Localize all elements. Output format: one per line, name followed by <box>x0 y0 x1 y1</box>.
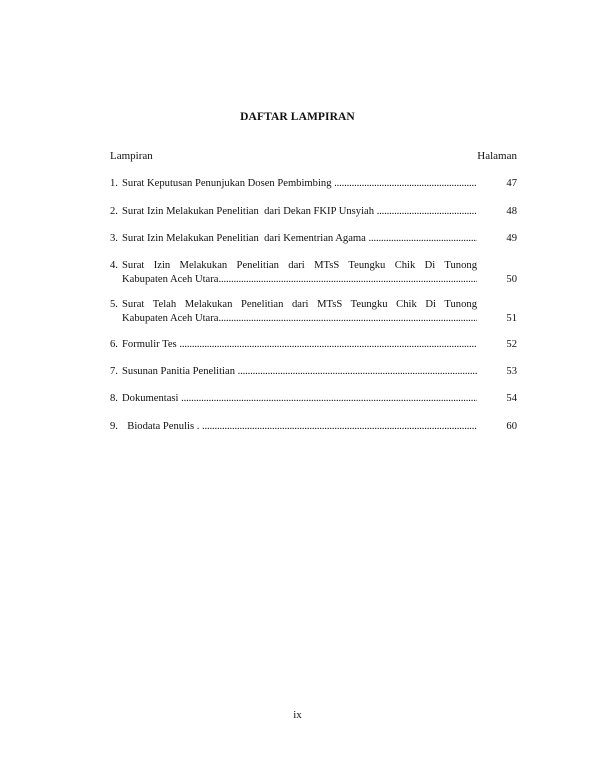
item-title <box>122 392 477 406</box>
item-title <box>122 420 477 434</box>
list-item <box>110 205 517 219</box>
item-title-line1: Formulir Tes . . . <box>122 338 477 352</box>
item-number: 4. <box>110 260 118 271</box>
item-title <box>122 365 477 379</box>
item-page-number: 50 <box>506 274 517 285</box>
item-title-line2: Kabupaten Aceh Utara . . . <box>122 312 477 326</box>
item-number: 2. <box>110 206 118 217</box>
column-header-halaman: Halaman <box>477 150 517 162</box>
dot-leader <box>179 338 477 352</box>
list-item <box>110 365 517 379</box>
dot-leader <box>218 312 477 326</box>
item-number: 5. <box>110 299 118 310</box>
list-item <box>110 392 517 406</box>
item-number: 1. <box>110 178 118 189</box>
item-title-line1: Surat Izin Melakukan Penelitian dari MTsS Teungku Chik Di Tunong <box>122 260 477 271</box>
item-page-number: 47 <box>506 178 517 189</box>
item-title-line1: Surat Telah Melakukan Penelitian dari MTsS Teungku Chik Di Tunong <box>122 299 477 310</box>
dot-leader <box>377 205 477 219</box>
item-page-number: 51 <box>506 313 517 324</box>
item-page-number: 52 <box>506 339 517 350</box>
item-title <box>122 298 477 326</box>
page-number: ix <box>293 709 302 721</box>
list-item <box>110 177 517 191</box>
column-header-lampiran: Lampiran <box>110 150 153 162</box>
page-title: DAFTAR LAMPIRAN <box>240 111 355 123</box>
item-title-line1: Susunan Panitia Penelitian . . . <box>122 365 477 379</box>
list-item <box>110 298 517 326</box>
item-page-number: 48 <box>506 206 517 217</box>
item-title <box>122 232 477 246</box>
item-page-number: 49 <box>506 233 517 244</box>
dot-leader <box>369 232 477 246</box>
dot-leader <box>238 365 477 379</box>
list-item <box>110 232 517 246</box>
dot-leader <box>181 392 477 406</box>
item-number: 3. <box>110 233 118 244</box>
item-title-line1: Biodata Penulis . . . . <box>122 420 477 434</box>
item-number: 7. <box>110 366 118 377</box>
dot-leader <box>218 273 477 287</box>
item-title <box>122 177 477 191</box>
item-number: 6. <box>110 339 118 350</box>
item-title <box>122 205 477 219</box>
item-title <box>122 338 477 352</box>
item-title-line1: Surat Keputusan Penunjukan Dosen Pembimbing . . . <box>122 177 477 191</box>
item-page-number: 53 <box>506 366 517 377</box>
item-title-line1: Surat Izin Melakukan Penelitian dari Kementrian Agama . . . <box>122 232 477 246</box>
item-title-line1: Surat Izin Melakukan Penelitian dari Dekan FKIP Unsyiah . . . <box>122 205 477 219</box>
item-page-number: 54 <box>506 393 517 404</box>
list-item <box>110 259 517 287</box>
item-title-line2: Kabupaten Aceh Utara . . . <box>122 273 477 287</box>
item-number: 8. <box>110 393 118 404</box>
list-item <box>110 420 517 434</box>
list-item <box>110 338 517 352</box>
item-title-line1: Dokumentasi . . . <box>122 392 477 406</box>
item-page-number: 60 <box>506 421 517 432</box>
item-number: 9. <box>110 421 118 432</box>
dot-leader <box>202 420 477 434</box>
item-title <box>122 259 477 287</box>
dot-leader <box>334 177 477 191</box>
